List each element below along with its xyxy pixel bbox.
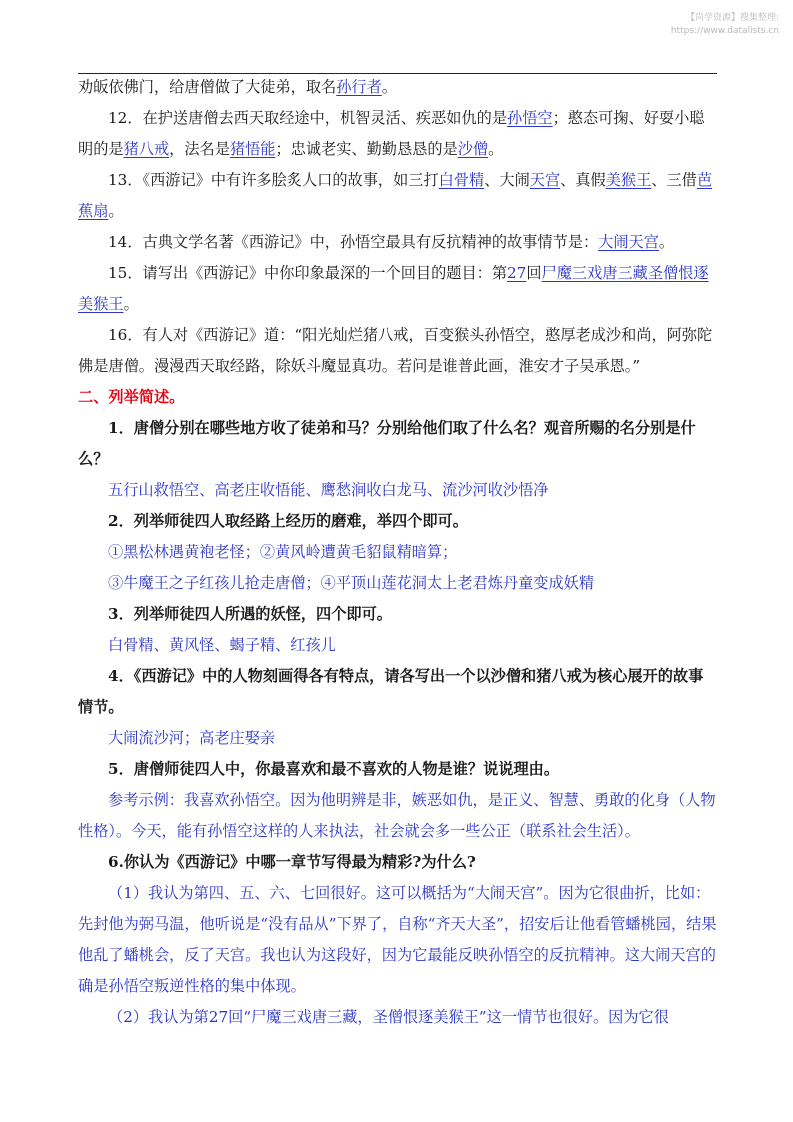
answer-5: 参考示例：我喜欢孙悟空。因为他明辨是非，嫉恶如仇，是正义、智慧、勇敢的化身（人物性格）。今天，能有孙悟空这样的人来执法，社会就会多一些公正（联系社会生活）。 bbox=[78, 791, 716, 840]
answer-fill: 美猴王 bbox=[605, 171, 652, 189]
question-13 bbox=[78, 165, 718, 227]
answer-fill: 沙僧 bbox=[457, 140, 489, 158]
answer-fill: 大闹天宫 bbox=[598, 233, 659, 251]
text: 。 bbox=[488, 140, 504, 158]
answer-fill: 猪八戒 bbox=[123, 140, 170, 158]
question-3: 3．列举师徒四人所遇的妖怪，四个即可。 bbox=[108, 605, 392, 623]
answer-fill: 天宫 bbox=[529, 171, 561, 189]
answer-2-line-1: ①黑松林遇黄袍老怪；②黄风岭遭黄毛貂鼠精暗算； bbox=[108, 543, 458, 561]
answer-6-part-1: （1）我认为第四、五、六、七回很好。这可以概括为“大闹天宫”。因为它很曲折，比如：先封他为弼马温，他听说是“没有品从”下界了，自称“齐天大圣”，招安后让他看管蟠桃园，结果他乱了蟠桃会，反了天宫。我也认为这段好，因为它最能反映孙悟空的反抗精神。这大闹天宫的确是孙悟空叛逆性格的集中体现。 bbox=[78, 884, 717, 995]
text: 、三借 bbox=[651, 171, 697, 189]
question-1: 1．唐僧分别在哪些地方收了徒弟和马？分别给他们取了什么名？观音所赐的名分别是什么？ bbox=[78, 419, 696, 468]
answer-fill: 孙悟空 bbox=[507, 109, 553, 127]
text: 14．古典文学名著《西游记》中，孙悟空最具有反抗精神的故事情节是： bbox=[108, 233, 599, 251]
paragraph-continuation bbox=[78, 72, 718, 103]
text: ，法名是 bbox=[169, 140, 230, 158]
question-5: 5．唐僧师徒四人中，你最喜欢和最不喜欢的人物是谁？说说理由。 bbox=[108, 760, 560, 778]
text: 回 bbox=[526, 264, 542, 282]
text: 劝皈依佛门，给唐僧做了大徒弟，取名 bbox=[78, 78, 337, 96]
answer-3: 白骨精、黄风怪、蝎子精、红孩儿 bbox=[108, 636, 336, 654]
text: 。 bbox=[123, 295, 139, 313]
answer-fill: 白骨精 bbox=[438, 171, 485, 189]
question-2: 2．列举师徒四人取经路上经历的磨难，举四个即可。 bbox=[108, 512, 468, 530]
answer-fill: 芭蕉扇 bbox=[78, 171, 713, 220]
answer-6-part-2: （2）我认为第27回“尸魔三戏唐三藏，圣僧恨逐美猴王”这一情节也很好。因为它很 bbox=[108, 1008, 669, 1026]
question-14 bbox=[78, 227, 718, 258]
source-note: 【尚学资源】搜集整理: bbox=[685, 13, 779, 23]
text: ；忠诚老实、勤勤恳恳的是 bbox=[275, 140, 458, 158]
answer-2-line-2: ③牛魔王之子红孩儿抢走唐僧；④平顶山莲花洞太上老君炼丹童变成妖精 bbox=[108, 574, 594, 592]
question-4: 4．《西游记》中的人物刻画得各有特点，请各写出一个以沙僧和猪八戒为核心展开的故事情节。 bbox=[78, 667, 704, 716]
answer-4: 大闹流沙河；高老庄娶亲 bbox=[108, 729, 276, 747]
answer-fill: 猪悟能 bbox=[229, 140, 276, 158]
question-16: 16．有人对《西游记》道：“阳光灿烂猪八戒，百变猴头孙悟空，憨厚老成沙和尚，阿弥陀佛是唐僧。漫漫西天取经路，除妖斗魔显真功。若问是谁普此画，淮安才子吴承恩。” bbox=[78, 326, 713, 375]
answer-fill: 27 bbox=[507, 264, 527, 282]
text: 13．《西游记》中有许多脍炙人口的故事，如三打 bbox=[108, 171, 439, 189]
text: 。 bbox=[658, 233, 675, 251]
answer-1: 五行山救悟空、高老庄收悟能、鹰愁涧收白龙马、流沙河收沙悟净 bbox=[108, 481, 549, 499]
section-heading: 二、列举简述。 bbox=[78, 388, 185, 406]
text: 。 bbox=[108, 202, 124, 220]
question-15 bbox=[78, 258, 718, 320]
question-12 bbox=[78, 103, 718, 165]
text: 15．请写出《西游记》中你印象最深的一个回目的题目：第 bbox=[108, 264, 508, 282]
text: 、大闹 bbox=[484, 171, 530, 189]
page-header bbox=[671, 12, 779, 38]
text: ；憨态可掬、好耍小聪明的是 bbox=[78, 109, 705, 158]
answer-fill: 尸魔三戏唐三藏圣僧恨逐美猴王 bbox=[78, 264, 709, 313]
text: 。 bbox=[381, 78, 397, 96]
source-url: https://www.datalists.cn bbox=[670, 26, 779, 36]
text: 、真假 bbox=[560, 171, 606, 189]
document-body bbox=[78, 72, 718, 1033]
question-6: 6.你认为《西游记》中哪一章节写得最为精彩?为什么? bbox=[108, 853, 476, 871]
answer-fill: 孙行者 bbox=[336, 78, 382, 96]
text: 12．在护送唐僧去西天取经途中，机智灵活、疾恶如仇的是 bbox=[108, 109, 508, 127]
